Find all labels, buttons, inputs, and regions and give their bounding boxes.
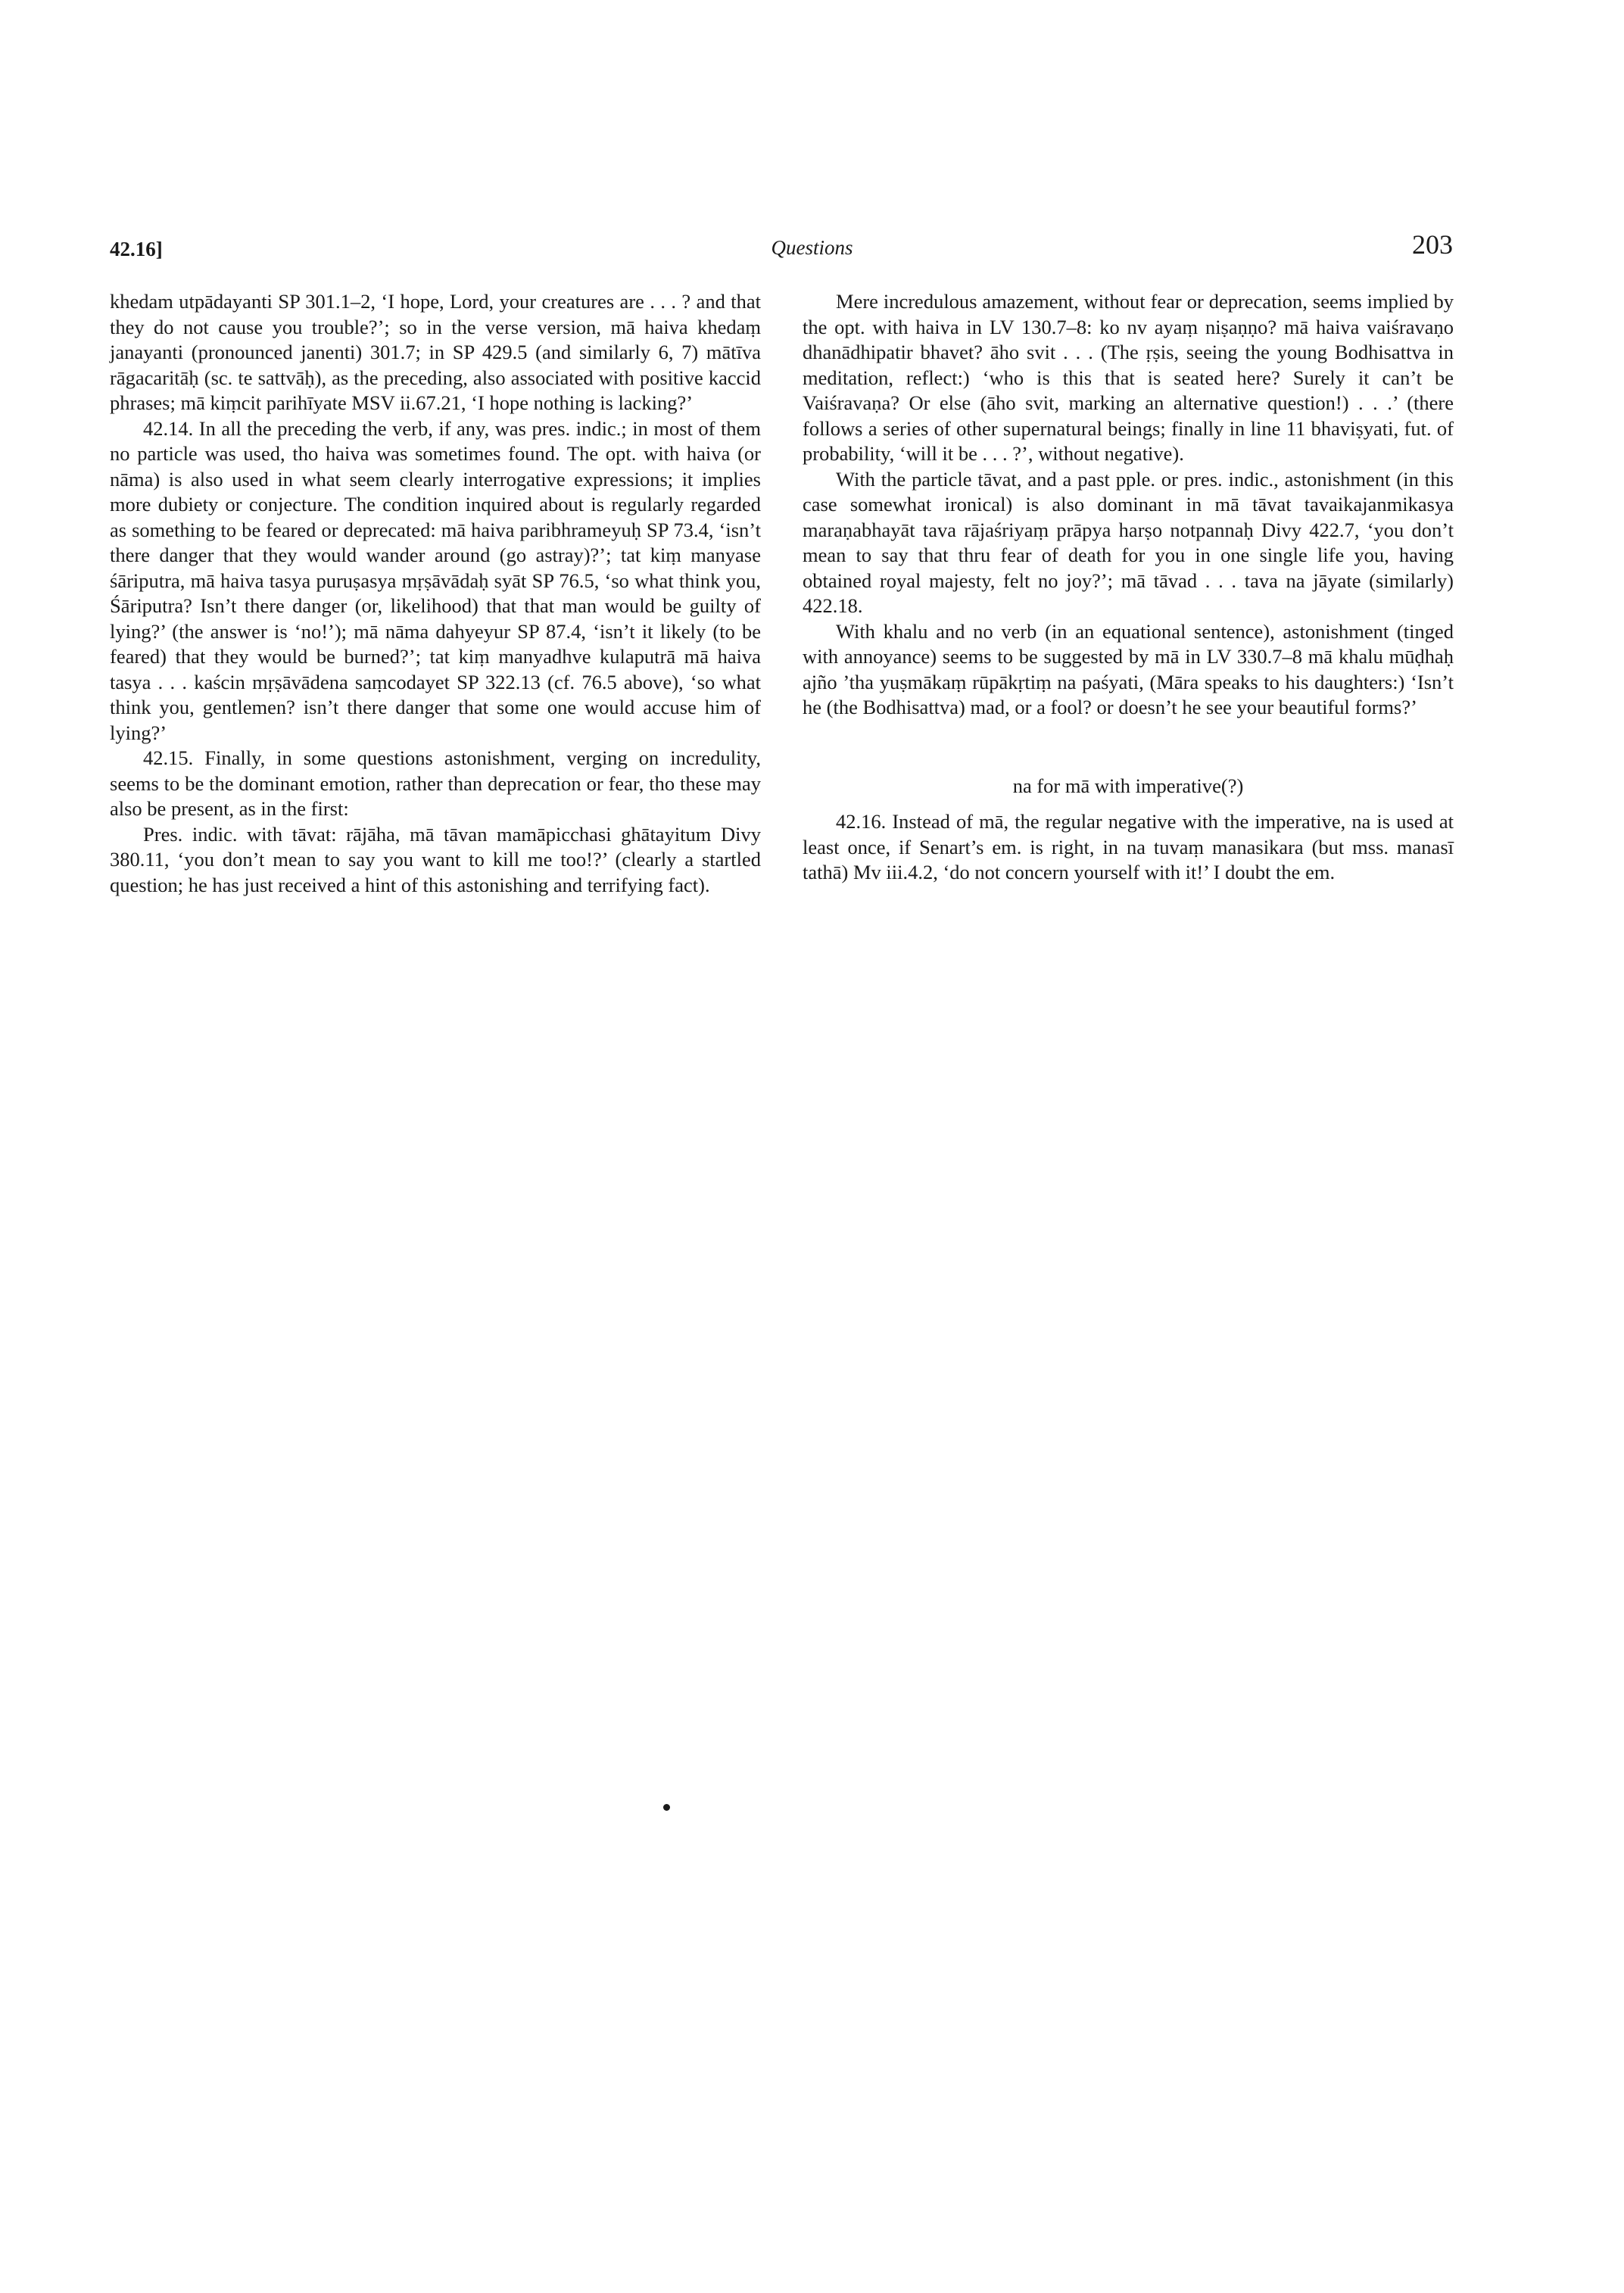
paragraph: 42.16. Instead of mā, the regular negative with the imperative, na is used at least once, if Senart’s em. is right, in na tuvaṃ manasikara (but mss. manasī tathā) Mv iii.4.2, ‘do not concern yourself with it!’ I doubt the em. [803,810,1454,883]
paragraph: 42.14. In all the preceding the verb, if any, was pres. indic.; in most of them no particle was used, tho haiva was sometimes found. The opt. with haiva (or nāma) is also used in what seem clearly interrogative expressions; it implies more dubiety or conjecture. The condition inquired about is regularly regarded as something to be feared or deprecated: mā haiva paribhrameyuḥ SP 73.4, ‘isn’t there danger that they would wander around (go astray)?’; tat kiṃ manyase śāriputra, mā haiva tasya puruṣasya mṛṣāvādaḥ syāt SP 76.5, ‘so what think you, Śāriputra? Isn’t there danger (or, likelihood) that that man would be guilty of lying?’ (the answer is ‘no!’); mā nāma dahyeyur SP 87.4, ‘isn’t it likely (to be feared) that they would be burned?’; tat kiṃ manyadhve kulaputrā mā haiva tasya . . . kaścin mṛṣāvādena saṃcodayet SP 322.13 (cf. 76.5 above), ‘so what think you, gentlemen? isn’t there danger that some one would accuse him of lying?’ [110,416,761,744]
running-title: Questions [771,236,853,259]
right-column [803,289,1454,886]
paragraph: With khalu and no verb (in an equational sentence), astonishment (tinged with annoyance) seems to be suggested by mā in LV 330.7–8 mā khalu mūḍhaḥ ajño ’tha yuṣmākaṃ rūpākṛtiṃ na paśyati, (Māra speaks to his daughters:) ‘Isn’t he (the Bodhisattva) mad, or a fool? or doesn’t he see your beautiful forms?’ [803,619,1454,718]
paragraph: Mere incredulous amazement, without fear or deprecation, seems implied by the opt. with haiva in LV 130.7–8: ko nv ayaṃ niṣaṇṇo? mā haiva vaiśravaṇo dhanādhipatir bhavet? āho svit . . . (The ṛṣis, seeing the young Bodhisattva in meditation, reflect:) ‘who is this that is seated here? Surely it can’t be Vaiśravaṇa? Or else (āho svit, marking an alternative question!) . . .’ (there follows a series of other supernatural beings; finally in line 11 bhaviṣyati, fut. of probability, ‘will it be . . . ?’, without negative). [803,290,1454,465]
paragraph: With the particle tāvat, and a past pple. or pres. indic., astonishment (in this case somewhat ironical) is also dominant in mā tāvat tavaikajanmikasya maraṇabhayāt tava rājaśriyaṃ prāpya harṣo notpannaḥ Divy 422.7, ‘you don’t mean to say that thru fear of death for you in one single life you, having obtained royal majesty, felt no joy?’; mā tāvad . . . tava na jāyate (similarly) 422.18. [803,467,1454,617]
paragraph: khedam utpādayanti SP 301.1–2, ‘I hope, Lord, your creatures are . . . ? and that they do not cause you trouble?’; so in the verse version, mā haiva khedaṃ janayanti (pronounced janenti) 301.7; in SP 429.5 (and similarly 6, 7) mātīva rāgacaritāḥ (sc. te sattvāḥ), as the preceding, also associated with positive kaccid phrases; mā kiṃcit parihīyate MSV ii.67.21, ‘I hope nothing is lacking?’ [110,290,761,414]
section-heading: na for mā with imperative(?) [1012,774,1244,797]
left-column [110,289,761,898]
paragraph: 42.15. Finally, in some questions astonishment, verging on incredulity, seems to be the dominant emotion, rather than deprecation or fear, tho these may also be present, as in the first: [110,746,761,820]
page-number: 203 [1412,229,1453,260]
section-reference: 42.16] [110,238,163,260]
paragraph: Pres. indic. with tāvat: rājāha, mā tāvan mamāpicchasi ghātayitum Divy 380.11, ‘you don’t mean to say you want to kill me too!?’ (clearly a startled question; he has just received a hint of this astonishing and terrifying fact). [110,822,761,896]
page-dot [663,1804,670,1811]
